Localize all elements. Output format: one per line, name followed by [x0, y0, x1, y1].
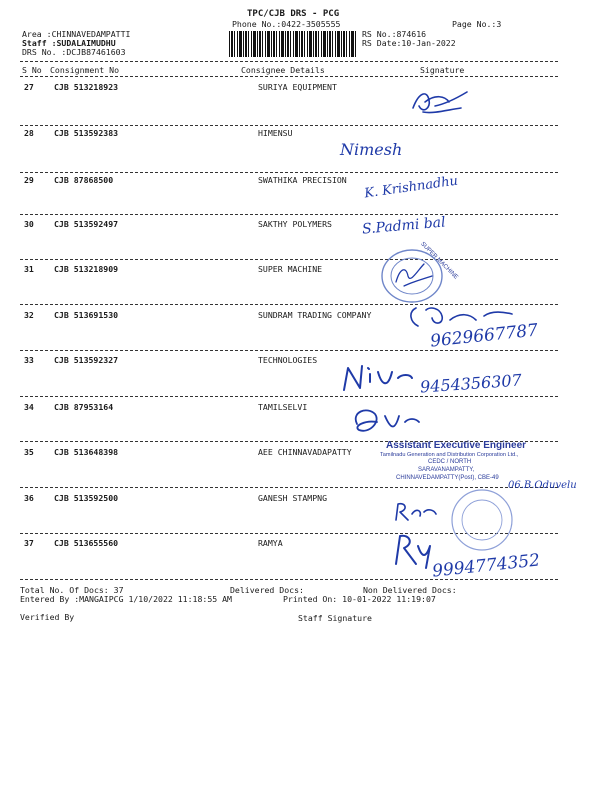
row-sno: 31 [24, 264, 34, 274]
row-divider [20, 259, 558, 260]
row-divider [20, 172, 558, 173]
row-consignment: CJB 513218923 [54, 82, 119, 92]
row-consignee: TAMILSELVI [258, 402, 308, 412]
stamp-line-3: CEDC / NORTH [428, 459, 472, 465]
row-consignee: SUPER MACHINE [258, 264, 323, 274]
area-field: Area :CHINNAVEDAMPATTI [22, 29, 131, 39]
round-seal-icon [440, 486, 520, 554]
rs-number: RS No.:874616 [362, 29, 427, 39]
row-sno: 28 [24, 128, 34, 138]
phone-row-33: 9454356307 [419, 370, 523, 397]
row-consignee: HIMENSU [258, 128, 293, 138]
row-sno: 32 [24, 310, 34, 320]
row-consignment: CJB 87868500 [54, 175, 114, 185]
drs-number: DRS No. :DCJB87461603 [22, 47, 126, 57]
row-consignment: CJB 513592497 [54, 219, 119, 229]
column-header-consignee: Consignee Details [241, 65, 325, 75]
row-sno: 36 [24, 493, 34, 503]
row-sno: 27 [24, 82, 34, 92]
row-consignment: CJB 513691530 [54, 310, 119, 320]
row-consignee: SURIYA EQUIPMENT [258, 82, 337, 92]
row-consignment: CJB 513592500 [54, 493, 119, 503]
barcode [229, 31, 356, 57]
page-number: Page No.:3 [452, 19, 502, 29]
row-consignment: CJB 513592383 [54, 128, 119, 138]
entered-by: Entered By :MANGAIPCG 1/10/2022 11:18:55 AM [20, 594, 232, 604]
signature-row-34 [345, 402, 425, 442]
row-consignee: SUNDRAM TRADING COMPANY [258, 310, 372, 320]
signature-row-27 [405, 84, 475, 120]
stamp-line-5: CHINNAVEDAMPATTY(Post), CBE-49 [396, 475, 499, 481]
signature-row-35-date: 06.B.Oduvelu [508, 480, 577, 491]
row-sno: 35 [24, 447, 34, 457]
row-consignee: RAMYA [258, 538, 283, 548]
column-header-sno: S No [22, 65, 42, 75]
row-sno: 29 [24, 175, 34, 185]
round-stamp-text: SUPER MACHINE [419, 241, 459, 281]
row-sno: 30 [24, 219, 34, 229]
row-sno: 37 [24, 538, 34, 548]
row-consignee: GANESH STAMPNG [258, 493, 328, 503]
row-consignment: CJB 513218909 [54, 264, 119, 274]
printed-on: Printed On: 10-01-2022 11:19:07 [283, 594, 436, 604]
stamp-line-2: Tamilnadu Generation and Distribution Corporation Ltd., [380, 452, 519, 458]
row-consignee: SWATHIKA PRECISION [258, 175, 347, 185]
stamp-title: Assistant Executive Engineer [386, 440, 527, 451]
rs-date: RS Date:10-Jan-2022 [362, 38, 456, 48]
signature-row-36 [390, 498, 440, 526]
header-divider-bottom [20, 76, 558, 77]
row-divider [20, 350, 558, 351]
verified-by: Verified By [20, 612, 75, 622]
column-header-signature: Signature [420, 65, 465, 75]
signature-row-28: Nimesh [340, 140, 403, 159]
row-consignment: CJB 513648398 [54, 447, 119, 457]
row-divider [20, 579, 558, 580]
column-header-consignment: Consignment No [50, 65, 120, 75]
row-consignment: CJB 87953164 [54, 402, 114, 412]
header-divider-top [20, 61, 558, 62]
staff-signature: Staff Signature [298, 613, 372, 623]
row-consignee: SAKTHY POLYMERS [258, 219, 332, 229]
row-divider [20, 214, 558, 215]
stamp-line-4: SARAVANAMPATTY, [418, 467, 475, 473]
signature-row-29: K. Krishnadhu [363, 173, 459, 202]
row-consignment: CJB 513655560 [54, 538, 119, 548]
row-sno: 33 [24, 355, 34, 365]
signature-row-30: S.Padmi bal [361, 214, 447, 238]
row-consignment: CJB 513592327 [54, 355, 119, 365]
round-stamp-icon [376, 246, 456, 306]
non-delivered-docs: Non Delivered Docs: [363, 585, 457, 595]
phone-number: Phone No.:0422-3505555 [232, 19, 341, 29]
signature-row-33 [336, 362, 416, 396]
staff-field: Staff :SUDALAIMUDHU [22, 38, 116, 48]
document-title: TPC/CJB DRS - PCG [247, 9, 340, 19]
row-consignee: TECHNOLOGIES [258, 355, 318, 365]
row-sno: 34 [24, 402, 34, 412]
phone-row-37: 9994774352 [431, 550, 541, 582]
phone-row-32: 9629667787 [429, 320, 539, 352]
row-consignee: AEE CHINNAVADAPATTY [258, 447, 352, 457]
delivered-docs: Delivered Docs: [230, 585, 304, 595]
row-divider [20, 396, 558, 397]
total-docs: Total No. Of Docs: 37 [20, 585, 124, 595]
row-divider [20, 125, 558, 126]
